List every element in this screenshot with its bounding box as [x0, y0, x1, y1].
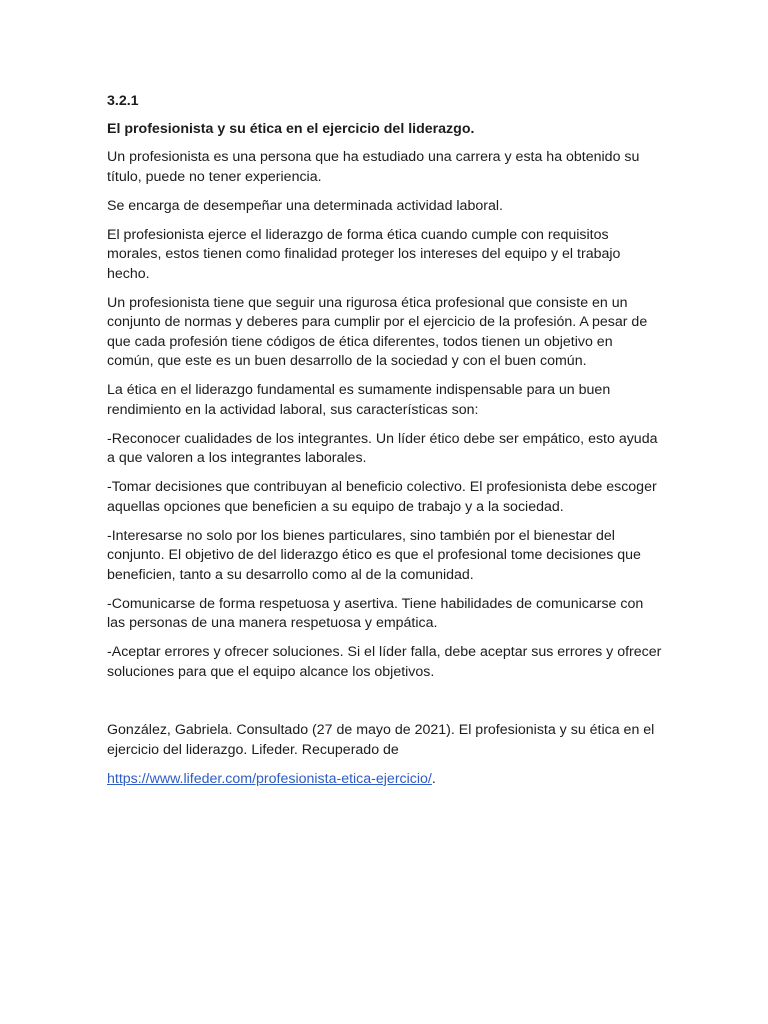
paragraph-professional-ethics: Un profesionista tiene que seguir una rigurosa ética profesional que consiste en un conjunto de normas y deberes para cumplir por el ejercicio de la profesión. A pesar de que cada profesión tiene códigos de ética diferentes, todos tienen un objetivo en común, que este es un buen desarrollo de la sociedad y con el buen común.	[107, 294, 648, 369]
reference-link[interactable]: https://www.lifeder.com/profesionista-etica-ejercicio/	[107, 770, 432, 787]
reference-link-period: .	[431, 770, 436, 787]
list-item-common-interest: -Interesarse no solo por los bienes particulares, sino también por el bienestar del conjunto. El objetivo de del liderazgo ético es que el profesional tome decisiones que beneficien, tanto a su desarrollo como al de la comunidad.	[107, 527, 641, 583]
reference-link-line	[107, 770, 663, 790]
reference-block	[107, 721, 663, 789]
paragraph-characteristics-intro: La ética en el liderazgo fundamental es sumamente indispensable para un buen rendimiento en la actividad laboral, sus características son:	[107, 382, 611, 418]
reference-citation: González, Gabriela. Consultado (27 de mayo de 2021). El profesionista y su ética en el ejercicio del liderazgo. Lifeder. Recuperado de	[107, 722, 655, 758]
paragraph-ethical-leadership: El profesionista ejerce el liderazgo de forma ética cuando cumple con requisitos morales, estos tienen como finalidad proteger los intereses del equipo y el trabajo hecho.	[107, 226, 621, 282]
list-item-make-decisions: -Tomar decisiones que contribuyan al beneficio colectivo. El profesionista debe escoger aquellas opciones que beneficien a su equipo de trabajo y a la sociedad.	[107, 479, 657, 515]
list-item-recognize-qualities: -Reconocer cualidades de los integrantes. Un líder ético debe ser empático, esto ayuda a que valoren a los integrantes laborales.	[107, 430, 658, 466]
list-item-accept-errors: -Aceptar errores y ofrecer soluciones. Si el líder falla, debe aceptar sus errores y ofrecer soluciones para que el equipo alcance los objetivos.	[107, 644, 662, 680]
section-title: El profesionista y su ética en el ejercicio del liderazgo.	[107, 120, 475, 137]
document-page	[107, 92, 663, 789]
paragraph-definition: Un profesionista es una persona que ha estudiado una carrera y esta ha obtenido su título, puede no tener experiencia.	[107, 149, 640, 185]
list-item-communicate: -Comunicarse de forma respetuosa y asertiva. Tiene habilidades de comunicarse con las personas de una manera respetuosa y empática.	[107, 595, 644, 631]
section-number: 3.2.1	[107, 93, 139, 109]
paragraph-activity: Se encarga de desempeñar una determinada actividad laboral.	[107, 197, 503, 214]
